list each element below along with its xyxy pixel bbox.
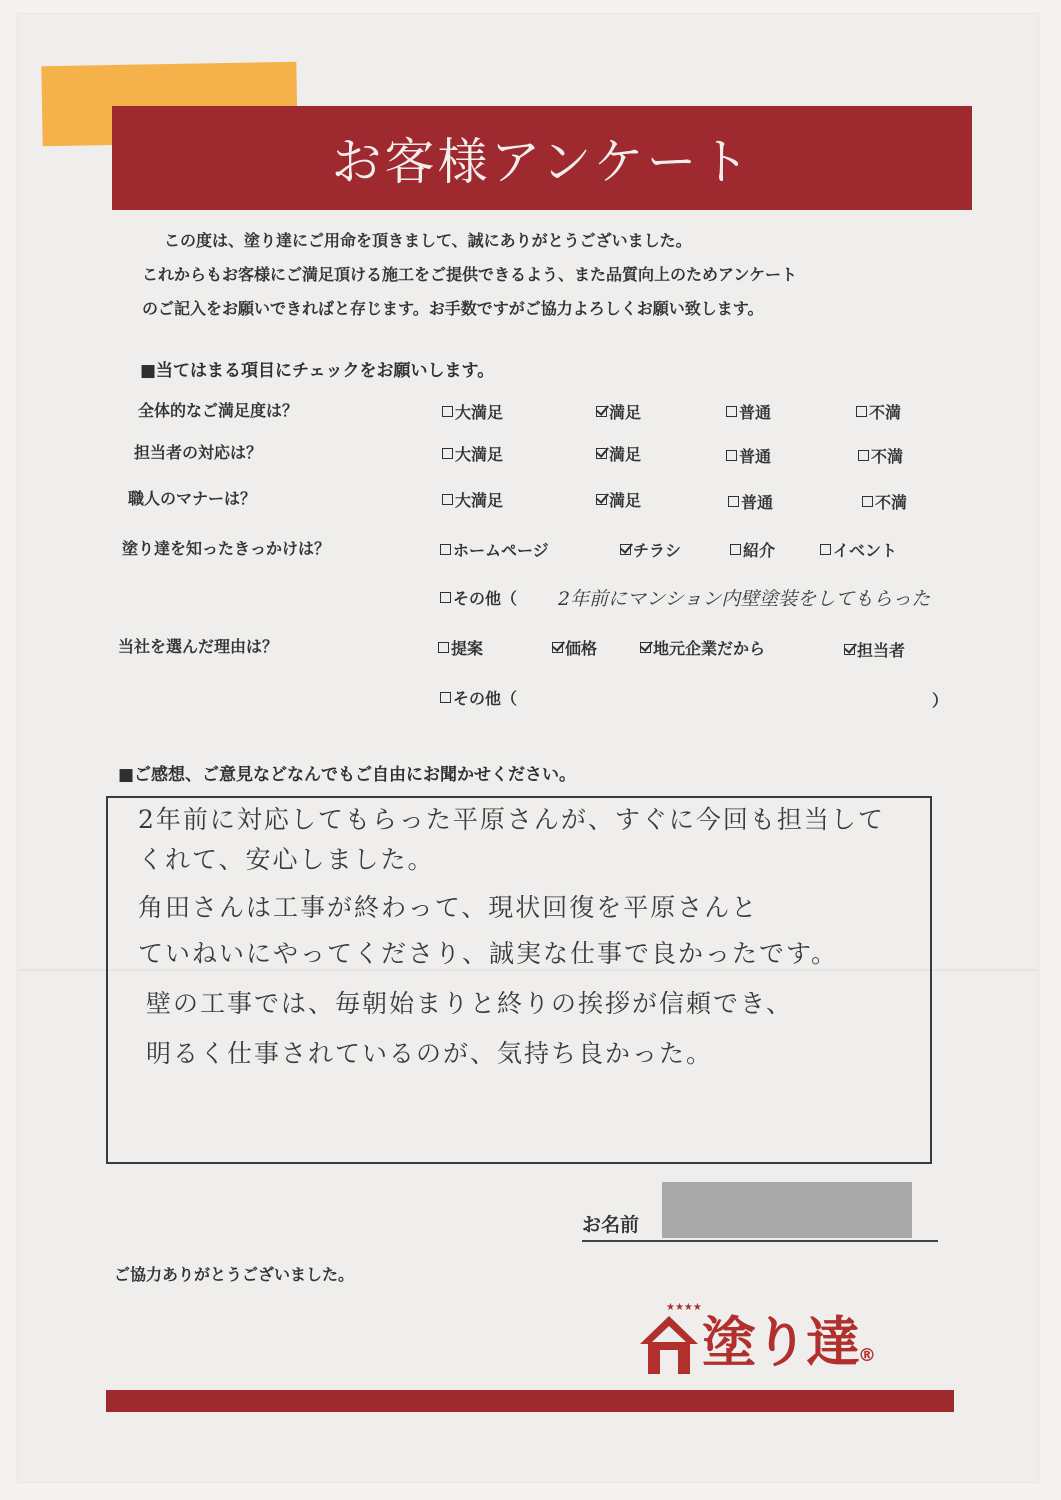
q3-label: 職人のマナーは？: [128, 489, 257, 508]
intro-line-2: これからもお客様にご満足頂ける施工をご提供できるよう、また品質向上のためアンケート: [142, 265, 798, 284]
q4-option-4[interactable]: イベント: [820, 538, 897, 561]
checkbox-icon[interactable]: [858, 450, 869, 461]
checkbox-checked-icon[interactable]: [844, 644, 855, 655]
q2-option-4[interactable]: 不満: [858, 444, 903, 467]
q2-label: 担当者の対応は？: [134, 443, 263, 462]
q2-option-2[interactable]: 満足: [596, 442, 641, 465]
checkbox-checked-icon[interactable]: [552, 642, 563, 653]
checkbox-icon[interactable]: [726, 450, 737, 461]
q4-option-other[interactable]: その他（: [440, 586, 517, 609]
comment-line-1: 2年前に対応してもらった平原さんが、すぐに今回も担当して: [138, 805, 885, 834]
company-logo: [636, 1286, 936, 1378]
q5-option-2[interactable]: 価格: [552, 636, 597, 659]
checkbox-icon[interactable]: [440, 692, 451, 703]
name-redaction: [662, 1182, 912, 1238]
q2-option-1[interactable]: 大満足: [442, 442, 503, 465]
name-underline[interactable]: [582, 1240, 938, 1242]
comment-line-3: 角田さんは工事が終わって、現状回復を平原さんと: [138, 893, 759, 922]
intro-line-3: のご記入をお願いできればと存じます。お手数ですがご協力よろしくお願い致します。: [142, 299, 764, 318]
checkbox-icon[interactable]: [442, 406, 453, 417]
svg-text:★★★★: ★★★★: [666, 1302, 702, 1313]
checkbox-icon[interactable]: [440, 592, 451, 603]
comment-line-6: 明るく仕事されているのが、気持ち良かった。: [146, 1039, 714, 1068]
q5-option-4[interactable]: 担当者: [844, 638, 905, 661]
checkbox-icon[interactable]: [442, 494, 453, 505]
checkbox-icon[interactable]: [442, 448, 453, 459]
comment-line-5: 壁の工事では、毎朝始まりと終りの挨拶が信頼でき、: [146, 989, 794, 1018]
q1-option-1[interactable]: 大満足: [442, 400, 503, 423]
q5-option-other[interactable]: その他（: [440, 686, 517, 709]
q1-label: 全体的なご満足度は？: [138, 401, 299, 420]
q4-other-handwritten[interactable]: 2年前にマンション内壁塗装をしてもらった: [558, 588, 931, 610]
q1-option-2[interactable]: 満足: [596, 400, 641, 423]
checkbox-icon[interactable]: [438, 642, 449, 653]
intro-text: [142, 224, 942, 326]
comments-heading: ■ご感想、ご意見などなんでもご自由にお聞かせください。: [118, 765, 577, 785]
q3-option-1[interactable]: 大満足: [442, 488, 503, 511]
checkbox-icon[interactable]: [440, 544, 451, 555]
checkbox-checked-icon[interactable]: [640, 642, 651, 653]
comment-line-2: くれて、安心しました。: [138, 845, 435, 874]
q3-option-3[interactable]: 普通: [728, 490, 773, 513]
q5-option-3[interactable]: 地元企業だから: [640, 636, 765, 659]
checkbox-icon[interactable]: [726, 406, 737, 417]
checkbox-icon[interactable]: [820, 544, 831, 555]
checkbox-icon[interactable]: [862, 496, 873, 507]
checkbox-checked-icon[interactable]: [596, 406, 607, 417]
checkbox-checked-icon[interactable]: [596, 494, 607, 505]
q4-option-1[interactable]: ホームページ: [440, 538, 549, 561]
q4-option-3[interactable]: 紹介: [730, 538, 775, 561]
registered-mark: ®: [858, 1345, 874, 1366]
q1-option-3[interactable]: 普通: [726, 400, 771, 423]
page-title: お客様アンケート: [331, 133, 753, 191]
q5-option-1[interactable]: 提案: [438, 636, 483, 659]
q5-label: 当社を選んだ理由は？: [118, 637, 279, 656]
checkbox-icon[interactable]: [730, 544, 741, 555]
q4-label: 塗り達を知ったきっかけは？: [122, 539, 331, 558]
checkbox-icon[interactable]: [728, 496, 739, 507]
checkbox-checked-icon[interactable]: [620, 544, 631, 555]
q4-option-2[interactable]: チラシ: [620, 538, 681, 561]
intro-line-1: この度は、塗り達にご用命を頂きまして、誠にありがとうございました。: [164, 231, 692, 250]
name-label: お名前: [582, 1214, 640, 1236]
comment-line-4: ていねいにやってくださり、誠実な仕事で良かったです。: [138, 939, 839, 968]
q5-other-close: ）: [932, 691, 949, 710]
footer-band: [106, 1390, 954, 1412]
q3-option-4[interactable]: 不満: [862, 490, 907, 513]
house-icon: [636, 1300, 702, 1380]
q1-option-4[interactable]: 不満: [856, 400, 901, 423]
logo-text: 塗り達®: [702, 1311, 874, 1374]
q2-option-3[interactable]: 普通: [726, 444, 771, 467]
q3-option-2[interactable]: 満足: [596, 488, 641, 511]
thanks-text: ご協力ありがとうございました。: [114, 1265, 355, 1284]
checklist-heading: ■当てはまる項目にチェックをお願いします。: [140, 361, 495, 381]
checkbox-icon[interactable]: [856, 406, 867, 417]
checkbox-checked-icon[interactable]: [596, 448, 607, 459]
